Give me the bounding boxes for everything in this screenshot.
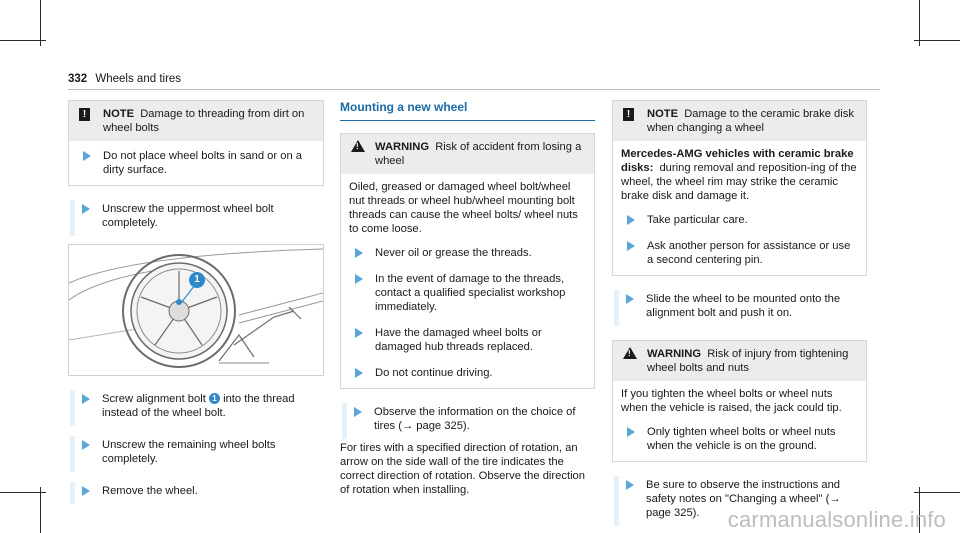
note-header [69, 101, 323, 141]
warning-text: If you tighten the wheel bolts or wheel nuts when the vehicle is raised, the jack could tip. [621, 388, 842, 414]
crop-mark [0, 40, 46, 41]
exclamation-icon: ! [79, 108, 90, 121]
column-1 [68, 100, 324, 500]
step-bar [614, 476, 619, 526]
warning-label: WARNING [647, 348, 702, 360]
wheel-illustration [69, 245, 323, 375]
step-text: Unscrew the uppermost wheel bolt completely. [102, 203, 274, 229]
note-step [621, 237, 858, 269]
warning-label: WARNING [375, 141, 430, 153]
arrow-icon [355, 248, 363, 258]
step-text: Have the damaged wheel bolts or damaged hub threads replaced. [375, 327, 542, 353]
note-body [69, 141, 323, 185]
step-text: Do not place wheel bolts in sand or on a dirty surface. [103, 150, 303, 176]
warning-header [613, 341, 866, 381]
warn-step [349, 244, 586, 262]
amg-paragraph [621, 147, 858, 203]
section-name: Wheels and tires [95, 73, 182, 85]
step-text: Never oil or grease the threads. [375, 247, 532, 259]
warning-box [340, 133, 595, 389]
step-text: Remove the wheel. [102, 485, 198, 497]
arrow-icon [355, 368, 363, 378]
watermark: carmanualsonline.info [727, 507, 946, 532]
step-bar [70, 200, 75, 236]
note-step [621, 211, 858, 229]
step-bar [614, 290, 619, 326]
arrow-icon [355, 274, 363, 284]
arrow-icon [82, 440, 90, 450]
warning-header [341, 134, 594, 174]
note-text: Damage to the ceramic brake disk when changing a wheel [647, 108, 854, 134]
step-text: Take particular care. [647, 214, 748, 226]
column-3 [612, 100, 867, 522]
warning-title: Risk of accident from losing a wheel [375, 141, 582, 167]
arrow-icon [627, 215, 635, 225]
page-header [68, 72, 181, 86]
step-text: Screw alignment bolt [102, 393, 206, 405]
amg-text: during removal and reposition-ing of the wheel, the wheel rim may strike the ceramic brake disk and damage it. [621, 162, 857, 202]
note-box [612, 100, 867, 276]
step-unscrew-top [68, 200, 324, 232]
note-header [613, 101, 866, 141]
note-body [613, 141, 866, 275]
step-bar [342, 403, 347, 439]
warning-box [612, 340, 867, 462]
note-label: NOTE [647, 108, 679, 120]
warning-body [341, 174, 594, 388]
note-text: Damage to threading from dirt on wheel bolts [103, 108, 305, 134]
arrow-icon [627, 427, 635, 437]
warn-step [349, 364, 586, 382]
warning-text: Oiled, greased or damaged wheel bolt/wheel nut threads or wheel hub/wheel mounting bolt threads can cause the wheel bolts/ wheel nuts to come loose. [349, 181, 578, 235]
step-slide-wheel [612, 290, 867, 322]
step-text: into the thread instead of the wheel bolt. [102, 393, 295, 419]
note-box [68, 100, 324, 186]
step-remove-wheel [68, 482, 324, 500]
header-rule [68, 89, 880, 90]
step-text[interactable]: Observe the information on the choice of tires (→ page 325). [374, 406, 576, 432]
arrow-icon [355, 328, 363, 338]
step-text: Do not continue driving. [375, 367, 493, 379]
crop-mark [0, 492, 46, 493]
warning-icon: ! [351, 140, 365, 152]
column-2 [340, 100, 595, 497]
step-unscrew-remaining [68, 436, 324, 468]
page-number: 332 [68, 73, 88, 85]
callout-1-icon: 1 [209, 393, 220, 404]
warning-icon: ! [623, 347, 637, 359]
step-text: In the event of damage to the threads, contact a qualified specialist workshop immediately. [375, 273, 566, 313]
step-bar [70, 390, 75, 426]
warn-step [349, 324, 586, 356]
step-observe-tires [340, 403, 595, 435]
step-bar [70, 436, 75, 472]
step-text: Unscrew the remaining wheel bolts completely. [102, 439, 276, 465]
arrow-icon [627, 241, 635, 251]
arrow-icon [354, 407, 362, 417]
crop-mark [914, 40, 960, 41]
step-text: Only tighten wheel bolts or wheel nuts when the vehicle is on the ground. [647, 426, 836, 452]
wheel-figure [68, 244, 324, 376]
arrow-icon [82, 394, 90, 404]
note-step [77, 147, 315, 179]
step-text: Slide the wheel to be mounted onto the alignment bolt and push it on. [646, 293, 841, 319]
step-text[interactable]: Be sure to observe the instructions and safety notes on "Changing a wheel" (→ page 325). [646, 479, 841, 519]
crop-mark [40, 487, 41, 533]
rotation-paragraph: For tires with a specified direction of rotation, an arrow on the side wall of the tire indicates the correct direction of rotation. Observe the direction of rotation when installing. [340, 442, 585, 496]
warning-title: Risk of injury from tightening wheel bolts and nuts [647, 348, 849, 374]
step-text: Ask another person for assistance or use a second centering pin. [647, 240, 851, 266]
step-bar [70, 482, 75, 504]
figure-callout-1: 1 [194, 274, 200, 285]
arrow-icon [626, 294, 634, 304]
section-title: Mounting a new wheel [340, 100, 595, 121]
crop-mark [914, 492, 960, 493]
warn-step [621, 423, 858, 455]
arrow-icon [83, 151, 91, 161]
arrow-icon [626, 480, 634, 490]
arrow-icon [82, 204, 90, 214]
step-screw-alignment-bolt [68, 390, 324, 422]
arrow-icon [82, 486, 90, 496]
exclamation-icon: ! [623, 108, 634, 121]
warn-step [349, 270, 586, 316]
note-label: NOTE [103, 108, 135, 120]
amg-heading: Mercedes-AMG vehicles with ceramic brake disks: [621, 148, 854, 174]
warning-body [613, 381, 866, 461]
